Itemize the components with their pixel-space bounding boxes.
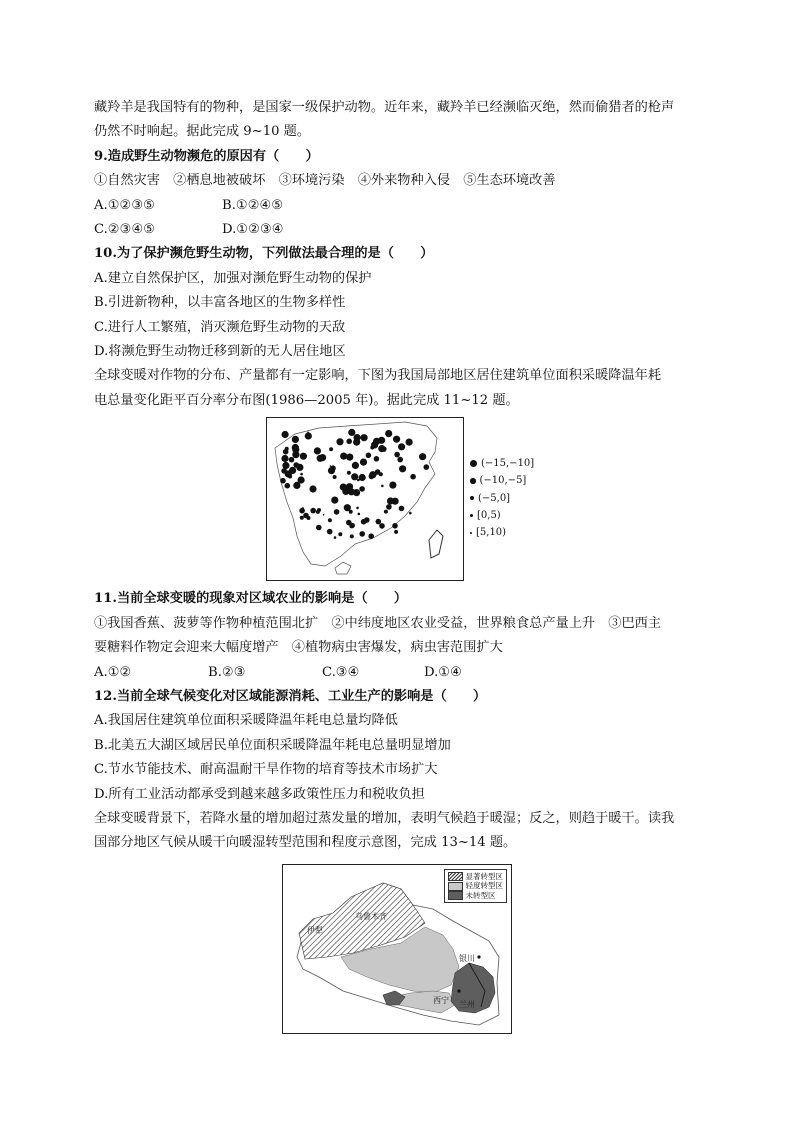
- energy-change-dot: [310, 508, 316, 514]
- energy-change-dot: [352, 462, 359, 469]
- energy-change-dot: [329, 447, 333, 451]
- energy-change-dot: [309, 486, 316, 493]
- energy-change-map-svg: [267, 418, 463, 580]
- energy-change-dot: [410, 474, 416, 480]
- question-9-items: ①自然灾害 ②栖息地被破坏 ③环境污染 ④外来物种入侵 ⑤生态环境改善: [94, 173, 556, 189]
- energy-change-dot: [305, 433, 312, 440]
- question-10-stem: 10.为了保护濒危野生动物，下列做法最合理的是（ ）: [94, 246, 434, 262]
- energy-change-dot: [344, 504, 351, 511]
- legend-label-2: (−10,−5]: [479, 475, 527, 487]
- question-12-option-a[interactable]: A.我国居住建筑单位面积采暖降温年耗电总量均降低: [94, 713, 398, 729]
- energy-change-dot: [285, 471, 292, 478]
- energy-change-dot: [406, 439, 413, 446]
- energy-change-dot: [283, 449, 289, 455]
- energy-change-dot: [344, 455, 348, 459]
- energy-change-dot: [374, 456, 380, 462]
- exam-page: [94, 96, 704, 1034]
- energy-change-dot: [317, 508, 321, 512]
- legend-item-1: [470, 455, 534, 472]
- map-label-xining: 西宁: [433, 995, 449, 1005]
- energy-change-dot: [384, 510, 388, 514]
- energy-change-dot: [399, 465, 406, 472]
- energy-change-dot: [300, 453, 307, 460]
- light-swatch-icon: [448, 882, 463, 891]
- climate-transition-legend: [444, 869, 508, 904]
- map-label-urumqi: 乌鲁木齐: [355, 911, 387, 921]
- question-11-option-b[interactable]: B.②③: [208, 664, 246, 680]
- energy-change-dot: [359, 474, 366, 481]
- energy-change-dot: [398, 443, 405, 450]
- energy-change-dot: [282, 431, 289, 438]
- energy-change-dot: [338, 532, 342, 536]
- legend2-item-2: [448, 881, 504, 891]
- energy-change-dot: [389, 482, 396, 489]
- question-9-option-d[interactable]: D.①②③④: [222, 222, 284, 238]
- question-11-option-c[interactable]: C.③④: [322, 664, 360, 680]
- small-dot-icon: [470, 496, 474, 500]
- energy-change-dot: [350, 535, 354, 539]
- energy-change-dot: [323, 514, 325, 516]
- energy-change-dot: [394, 452, 400, 458]
- legend-label-5: [5,10): [476, 527, 507, 539]
- tiny-dot-icon: [470, 514, 473, 517]
- question-12-option-d[interactable]: D.所有工业活动都承受到越来越多政策性压力和税收负担: [94, 786, 425, 802]
- large-dot-icon: [470, 460, 477, 467]
- question-11-option-d[interactable]: D.①④: [424, 664, 462, 680]
- legend-label-1: (−15,−10]: [481, 458, 535, 470]
- energy-change-dot: [353, 439, 360, 446]
- energy-change-dot: [330, 465, 332, 467]
- energy-change-dot: [340, 484, 347, 491]
- energy-change-dot: [334, 537, 337, 540]
- taiwan-outline: [429, 530, 443, 558]
- question-11-stem: 11.当前全球变暖的现象对区域农业的影响是（ ）: [94, 591, 408, 607]
- energy-change-dot: [347, 471, 351, 475]
- legend2-item-1: [448, 872, 504, 882]
- question-10-option-c[interactable]: C.进行人工繁殖，消灭濒危野生动物的天敌: [94, 319, 346, 335]
- energy-change-dot: [375, 469, 381, 475]
- energy-change-dot: [409, 512, 412, 515]
- energy-change-dot: [387, 498, 394, 505]
- energy-change-dot: [386, 504, 392, 510]
- question-10-option-b[interactable]: B.引进新物种，以丰富各地区的生物多样性: [94, 295, 346, 311]
- energy-change-dot: [302, 508, 305, 511]
- intro-paragraph-2-line-2: 电总量变化距平百分率分布图(1986—2005 年)。据此完成 11~12 题。: [94, 392, 519, 408]
- question-9-option-c[interactable]: C.②③④⑤: [94, 222, 156, 238]
- question-12-option-c[interactable]: C.节水节能技术、耐高温耐干旱作物的培育等技术市场扩大: [94, 762, 438, 778]
- energy-change-dot: [366, 453, 372, 459]
- energy-change-dot: [336, 438, 343, 445]
- energy-change-dot: [314, 448, 321, 455]
- legend-item-3: [470, 490, 534, 507]
- question-10-option-a[interactable]: A.建立自然保护区，加强对濒危野生动物的保护: [94, 270, 372, 286]
- energy-change-dot: [333, 475, 337, 479]
- energy-change-dot: [394, 530, 398, 534]
- hainan-outline: [335, 562, 351, 574]
- energy-change-dot: [359, 531, 365, 537]
- energy-change-dot: [292, 451, 299, 458]
- question-12-stem: 12.当前全球气候变化对区域能源消耗、工业生产的影响是（ ）: [94, 688, 487, 704]
- energy-change-dot: [307, 516, 311, 520]
- intro-paragraph-2-line-1: 全球变暖对作物的分布、产量都有一定影响，下图为我国局部地区居住建筑单位面积采暖降温年耗: [94, 368, 662, 384]
- question-11-option-a[interactable]: A.①②: [94, 664, 132, 680]
- legend2-label-1: 显著转型区: [465, 871, 503, 881]
- intro-paragraph-1-line-2: 仍然不时响起。据此完成 9~10 题。: [94, 124, 311, 140]
- energy-change-dot: [289, 457, 295, 463]
- intro-paragraph-1-line-1: 藏羚羊是我国特有的物种，是国家一级保护动物。近年来，藏羚羊已经濒临灭绝，然而偷猎者的枪声: [94, 100, 675, 115]
- energy-change-dot: [292, 444, 299, 451]
- energy-change-dot: [378, 445, 385, 452]
- energy-change-dot: [381, 485, 384, 488]
- medium-dot-icon: [470, 478, 476, 484]
- yinchuan-marker: [477, 955, 480, 958]
- energy-change-dot: [327, 529, 333, 535]
- legend-label-4: [0,5): [477, 509, 501, 521]
- energy-change-dot: [300, 473, 303, 476]
- energy-change-dot: [316, 525, 322, 531]
- intro-paragraph-3-line-2: 国部分地区气候从暖干向暖湿转型范围和程度示意图，完成 13~14 题。: [94, 835, 517, 851]
- legend-item-4: [470, 507, 534, 524]
- energy-change-map: [266, 417, 464, 581]
- energy-change-dot: [397, 457, 403, 463]
- energy-change-dot: [346, 439, 352, 445]
- energy-change-dot: [281, 455, 288, 462]
- hatch-swatch-icon: [448, 872, 463, 881]
- energy-change-dot: [379, 523, 385, 529]
- map-label-yili: 伊犁: [307, 925, 323, 935]
- energy-change-dot: [349, 523, 355, 529]
- energy-change-dot: [392, 523, 398, 529]
- energy-change-map-figure: [266, 417, 566, 581]
- question-11-items-line-2: 要糖料作物定会迎来大幅度增产 ④植物病虫害爆发，病虫害范围扩大: [94, 640, 503, 656]
- energy-change-dot: [419, 453, 426, 460]
- energy-change-dot: [296, 464, 303, 471]
- energy-change-dot: [280, 478, 286, 484]
- energy-change-dot: [424, 465, 430, 471]
- climate-transition-map: [282, 864, 512, 1034]
- energy-change-dot: [359, 486, 365, 492]
- energy-change-dot: [376, 519, 382, 525]
- energy-change-dot: [364, 517, 370, 523]
- legend2-label-3: 未转型区: [465, 890, 496, 900]
- question-9-stem: 9.造成野生动物濒危的原因有（ ）: [94, 148, 319, 164]
- question-9-options-row-1: [94, 194, 704, 218]
- lanzhou-marker: [457, 989, 460, 992]
- question-9-option-b[interactable]: B.①②④⑤: [222, 197, 284, 213]
- energy-change-dot: [357, 479, 360, 482]
- map-label-lanzhou: 兰州: [459, 999, 475, 1009]
- energy-change-dot: [361, 434, 368, 441]
- energy-change-dot: [328, 518, 332, 522]
- energy-change-legend: [470, 455, 534, 541]
- dark-swatch-icon: [448, 891, 463, 900]
- legend2-label-2: 轻度转型区: [465, 881, 503, 891]
- question-11-items-line-1: ①我国香蕉、菠萝等作物种植范围北扩 ②中纬度地区农业受益，世界粮食总产量上升 ③巴西主: [94, 615, 662, 631]
- energy-change-dot: [399, 506, 405, 512]
- energy-change-dot: [356, 507, 359, 510]
- energy-change-dot: [292, 436, 299, 443]
- energy-change-dot: [358, 513, 361, 516]
- legend-item-5: [470, 524, 534, 541]
- question-9-options-row-2: [94, 218, 704, 242]
- energy-change-dot: [300, 516, 304, 520]
- energy-change-dot: [368, 534, 374, 540]
- question-9-option-a[interactable]: A.①②③⑤: [94, 197, 156, 213]
- legend-item-2: [470, 472, 534, 489]
- energy-change-dots: [280, 429, 429, 539]
- legend-label-3: (−5,0]: [478, 492, 511, 504]
- micro-dot-icon: [470, 532, 472, 534]
- energy-change-dot: [331, 497, 338, 504]
- intro-paragraph-3-line-1: 全球变暖背景下，若降水量的增加超过蒸发量的增加，表明气候趋于暖湿；反之，则趋于暖干。读我: [94, 810, 675, 826]
- energy-change-dot: [393, 436, 400, 443]
- energy-change-dot: [285, 483, 291, 489]
- energy-change-dot: [334, 509, 340, 515]
- energy-change-dot: [371, 442, 378, 449]
- energy-change-dot: [348, 429, 355, 436]
- energy-change-dot: [360, 459, 367, 466]
- energy-change-dot: [307, 432, 309, 434]
- map-label-yinchuan: 银川: [459, 953, 475, 963]
- energy-change-dot: [385, 430, 392, 437]
- legend2-item-3: [448, 891, 504, 901]
- energy-change-dot: [348, 488, 355, 495]
- energy-change-dot: [317, 455, 324, 462]
- question-12-option-b[interactable]: B.北美五大湖区域居民单位面积采暖降温年耗电总量明显增加: [94, 737, 451, 753]
- energy-change-dot: [282, 462, 289, 469]
- energy-change-dot: [293, 482, 300, 489]
- question-10-option-d[interactable]: D.将濒危野生动物迁移到新的无人居住地区: [94, 344, 346, 360]
- question-11-options: [94, 661, 704, 685]
